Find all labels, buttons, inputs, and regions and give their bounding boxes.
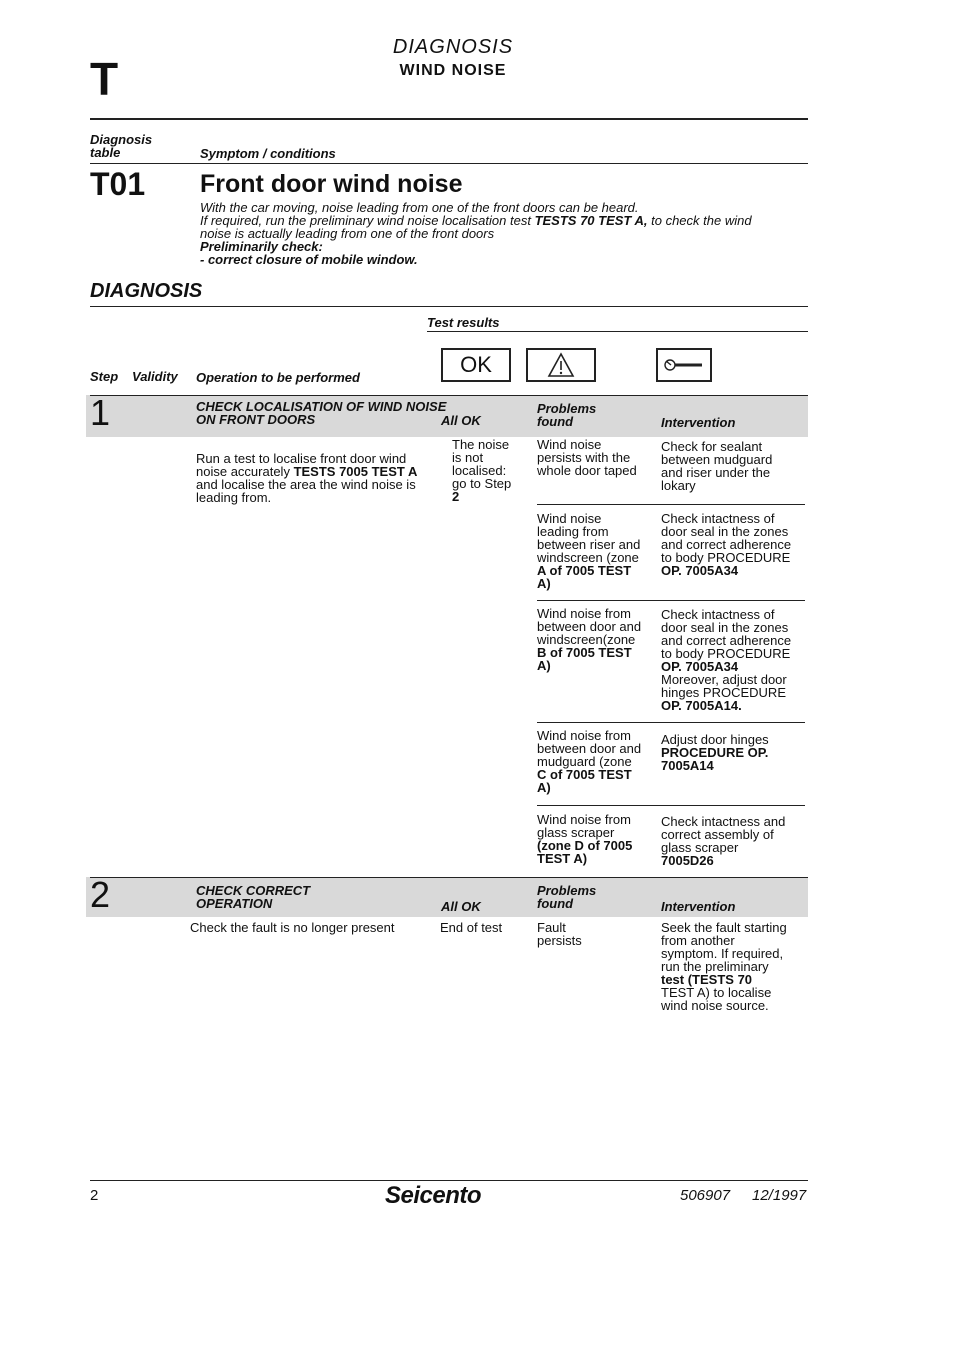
step1-row-divider bbox=[537, 504, 805, 505]
page-title: DIAGNOSIS bbox=[392, 36, 514, 58]
step1-row5-problem bbox=[537, 813, 659, 865]
step1-row4-problem-line: between door and bbox=[537, 741, 642, 756]
step2-intervention-line: from another bbox=[661, 933, 735, 948]
step1-row3-intervention-line: Check intactness of bbox=[661, 607, 775, 622]
step1-row5-intervention-line: 7005D26 bbox=[661, 853, 714, 868]
diagnosis-table-label-line1: Diagnosis bbox=[90, 132, 153, 147]
doc-date: 12/1997 bbox=[752, 1187, 807, 1204]
step1-op-line2-a: noise accurately bbox=[196, 464, 294, 479]
step2-intervention-line: test (TESTS 70 bbox=[661, 972, 753, 987]
step1-row2-intervention bbox=[661, 512, 811, 577]
step1-row1-intervention-line: Check for sealant bbox=[661, 439, 763, 454]
step1-row4-intervention-line: Adjust door hinges bbox=[661, 732, 769, 747]
step1-row4-intervention bbox=[661, 733, 811, 772]
step1-row-divider bbox=[537, 722, 805, 723]
step1-row2-intervention-line: door seal in the zones bbox=[661, 524, 789, 539]
step2-intervention-line: run the preliminary bbox=[661, 959, 769, 974]
step2-intervention-line: symptom. If required, bbox=[661, 946, 784, 961]
symptom-test-ref: TESTS 70 TEST A, bbox=[534, 213, 648, 228]
step1-row1-intervention-line: lokary bbox=[661, 478, 696, 493]
step2-check-line2: OPERATION bbox=[196, 896, 273, 911]
page-number: 2 bbox=[90, 1187, 99, 1204]
test-results-label: Test results bbox=[427, 315, 500, 330]
step1-row2-problem-line: windscreen (zone bbox=[537, 550, 639, 565]
step1-op-test-ref: TESTS 7005 TEST A bbox=[293, 464, 418, 479]
step1-problems-line2: found bbox=[537, 414, 574, 429]
step2-number: 2 bbox=[90, 874, 111, 915]
step1-row3-intervention-line: hinges PROCEDURE bbox=[661, 685, 786, 700]
step2-ok-result: End of test bbox=[440, 920, 503, 935]
step1-ok-line4: go to Step bbox=[452, 476, 512, 491]
step1-op-line1: Run a test to localise front door wind bbox=[196, 451, 407, 466]
step1-row4-intervention-line: 7005A14 bbox=[661, 758, 714, 773]
step1-row5-problem-line: glass scraper bbox=[537, 825, 615, 840]
step2-problems-line2: found bbox=[537, 896, 574, 911]
symptom-code: T01 bbox=[90, 166, 146, 202]
step1-intervention: Intervention bbox=[661, 415, 736, 430]
step1-problems-line1: Problems bbox=[537, 401, 597, 416]
step1-row3-intervention-line: to body PROCEDURE bbox=[661, 646, 791, 661]
ok-result-icon bbox=[441, 348, 511, 382]
step1-row3-problem-line: A) bbox=[537, 658, 551, 673]
step1-row4-problem-line: A) bbox=[537, 780, 551, 795]
step1-ok-line1: The noise bbox=[452, 437, 510, 452]
step1-row5-problem-line: TEST A) bbox=[537, 851, 588, 866]
step1-row3-intervention-line: and correct adherence bbox=[661, 633, 792, 648]
step2-problem-line: Fault bbox=[537, 920, 566, 935]
symptom-description bbox=[200, 201, 820, 266]
step1-row-divider bbox=[537, 600, 805, 601]
symptom-label: Symptom / conditions bbox=[200, 146, 336, 161]
symptom-line2-c: to check the wind bbox=[647, 213, 752, 228]
step1-row5-intervention-line: glass scraper bbox=[661, 840, 739, 855]
step2-problems-line1: Problems bbox=[537, 883, 597, 898]
step2-check-line1: CHECK CORRECT bbox=[196, 883, 311, 898]
step1-row4-problem-line: mudguard (zone bbox=[537, 754, 632, 769]
step1-row2-problem bbox=[537, 512, 659, 590]
symptom-line4: Preliminarily check: bbox=[200, 239, 323, 254]
step2-intervention: Intervention bbox=[661, 899, 736, 914]
step1-row3-problem-line: Wind noise from bbox=[537, 606, 631, 621]
col-operation: Operation to be performed bbox=[196, 370, 360, 385]
step1-row1-problem-line: whole door taped bbox=[537, 463, 637, 478]
section-letter: T bbox=[90, 53, 119, 105]
doc-number: 506907 bbox=[680, 1187, 731, 1204]
symptom-rule bbox=[90, 163, 808, 164]
col-validity: Validity bbox=[132, 369, 178, 384]
symptom-line3: noise is actually leading from one of the front doors bbox=[200, 226, 495, 241]
diagnosis-heading: DIAGNOSIS bbox=[90, 280, 203, 302]
step1-row3-intervention-line: OP. 7005A34 bbox=[661, 659, 739, 674]
warning-icon bbox=[526, 348, 596, 382]
step1-row2-intervention-line: Check intactness of bbox=[661, 511, 775, 526]
symptom-line5: - correct closure of mobile window. bbox=[200, 252, 418, 267]
step1-ok-line3: localised: bbox=[452, 463, 507, 478]
step2-problems-found bbox=[537, 884, 596, 910]
header-rule bbox=[90, 118, 808, 120]
step1-row3-problem-line: windscreen(zone bbox=[537, 632, 636, 647]
step1-row3-intervention-line: Moreover, adjust door bbox=[661, 672, 787, 687]
brand-logo: Seicento bbox=[385, 1182, 482, 1209]
symptom-line1: With the car moving, noise leading from one of the front doors can be heard. bbox=[200, 200, 639, 215]
step1-row1-intervention bbox=[661, 440, 811, 492]
step1-row3-intervention bbox=[661, 608, 811, 712]
step1-row2-problem-line: Wind noise bbox=[537, 511, 602, 526]
ok-icon-label: OK bbox=[460, 352, 492, 377]
step1-row5-problem-line: Wind noise from bbox=[537, 812, 631, 827]
step2-header-rule bbox=[90, 877, 808, 878]
step1-row5-intervention bbox=[661, 815, 811, 867]
step1-number: 1 bbox=[90, 392, 111, 433]
step1-operation bbox=[196, 452, 436, 504]
step2-check-title bbox=[196, 884, 310, 910]
step1-row2-intervention-line: to body PROCEDURE bbox=[661, 550, 791, 565]
step2-all-ok: All OK bbox=[441, 899, 481, 914]
step1-header-rule bbox=[90, 395, 808, 396]
step1-row2-intervention-line: and correct adherence bbox=[661, 537, 792, 552]
step1-row1-problem-line: Wind noise bbox=[537, 437, 602, 452]
step1-row4-problem-line: Wind noise from bbox=[537, 728, 631, 743]
step1-op-line3: and localise the area the wind noise is bbox=[196, 477, 416, 492]
step1-problems-found bbox=[537, 402, 596, 428]
diagnosis-table-label-line2: table bbox=[90, 145, 121, 160]
step1-all-ok: All OK bbox=[441, 413, 481, 428]
step1-row3-problem-line: between door and bbox=[537, 619, 642, 634]
symptom-line2-a: If required, run the preliminary wind noise localisation test bbox=[200, 213, 535, 228]
step1-row1-problem-line: persists with the bbox=[537, 450, 631, 465]
step1-ok-line2: is not bbox=[452, 450, 484, 465]
step2-intervention-text bbox=[661, 921, 811, 1012]
step1-row1-intervention-line: and riser under the bbox=[661, 465, 771, 480]
wrench-icon bbox=[656, 348, 712, 382]
diagnosis-rule bbox=[90, 306, 808, 307]
diagnosis-table-label bbox=[90, 133, 152, 159]
step1-row3-intervention-line: OP. 7005A14. bbox=[661, 698, 742, 713]
step1-row2-problem-line: A) bbox=[537, 576, 551, 591]
page-subtitle: WIND NOISE bbox=[399, 62, 507, 79]
step2-intervention-line: Seek the fault starting bbox=[661, 920, 787, 935]
col-step: Step bbox=[90, 369, 119, 384]
step1-row2-problem-line: leading from bbox=[537, 524, 609, 539]
symptom-title: Front door wind noise bbox=[200, 170, 463, 198]
test-results-rule bbox=[427, 331, 808, 332]
step2-problem bbox=[537, 921, 659, 947]
step1-row4-intervention-line: PROCEDURE OP. bbox=[661, 745, 769, 760]
step1-ok-result bbox=[452, 438, 532, 503]
step1-row5-problem-line: (zone D of 7005 bbox=[537, 838, 633, 853]
footer-rule bbox=[90, 1180, 808, 1181]
step1-row3-problem-line: B of 7005 TEST bbox=[537, 645, 632, 660]
step1-op-line4: leading from. bbox=[196, 490, 272, 505]
step1-check-title bbox=[196, 400, 446, 426]
step1-row4-problem-line: C of 7005 TEST bbox=[537, 767, 632, 782]
step1-row2-problem-line: A of 7005 TEST bbox=[537, 563, 632, 578]
step1-row5-intervention-line: correct assembly of bbox=[661, 827, 774, 842]
step1-ok-line5: 2 bbox=[452, 489, 460, 504]
step1-row3-intervention-line: door seal in the zones bbox=[661, 620, 789, 635]
step1-row5-intervention-line: Check intactness and bbox=[661, 814, 786, 829]
step1-row2-problem-line: between riser and bbox=[537, 537, 641, 552]
step2-operation: Check the fault is no longer present bbox=[190, 920, 395, 935]
step1-row2-intervention-line: OP. 7005A34 bbox=[661, 563, 739, 578]
step1-row-divider bbox=[537, 805, 805, 806]
step2-intervention-line: wind noise source. bbox=[661, 998, 769, 1013]
step1-row1-problem bbox=[537, 438, 659, 477]
step2-problem-line: persists bbox=[537, 933, 582, 948]
step1-row4-problem bbox=[537, 729, 659, 794]
step1-check-line1: CHECK LOCALISATION OF WIND NOISE bbox=[196, 399, 447, 414]
step1-check-line2: ON FRONT DOORS bbox=[196, 412, 316, 427]
step2-intervention-line: TEST A) to localise bbox=[661, 985, 772, 1000]
step1-row3-problem bbox=[537, 607, 659, 672]
step1-row1-intervention-line: between mudguard bbox=[661, 452, 773, 467]
